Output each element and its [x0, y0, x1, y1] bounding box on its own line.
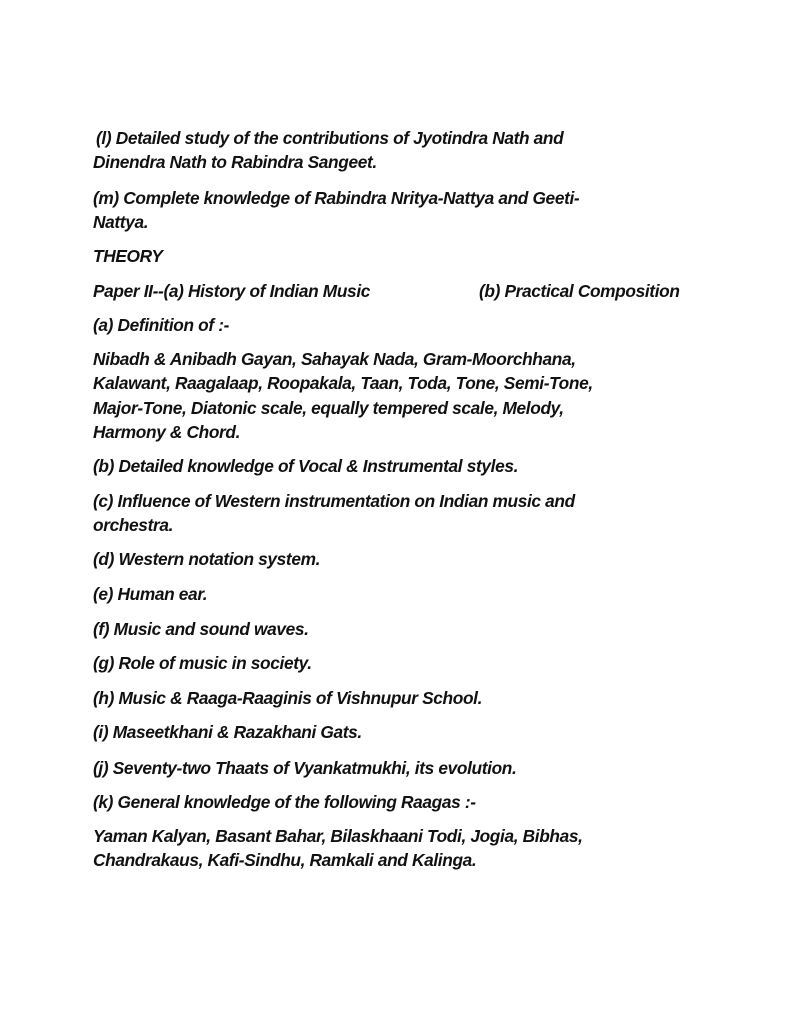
item-e: (e) Human ear.	[93, 584, 208, 604]
item-i: (i) Maseetkhani & Razakhani Gats.	[93, 722, 362, 742]
item-k-heading: (k) General knowledge of the following Raagas :-	[93, 792, 476, 812]
definitions-line: Harmony & Chord.	[93, 422, 241, 442]
item-f: (f) Music and sound waves.	[93, 619, 309, 639]
item-g: (g) Role of music in society.	[93, 653, 312, 673]
section-heading-theory: THEORY	[93, 246, 163, 266]
paper-heading-right: (b) Practical Composition	[479, 281, 680, 301]
item-m-line-2: Nattya.	[93, 212, 149, 232]
item-b: (b) Detailed knowledge of Vocal & Instrumental styles.	[93, 456, 519, 476]
definitions-line: Kalawant, Raagalaap, Roopakala, Taan, Toda, Tone, Semi-Tone,	[93, 373, 593, 393]
item-l-line-1: (l) Detailed study of the contributions of Jyotindra Nath and	[96, 128, 564, 148]
item-c-line-1: (c) Influence of Western instrumentation on Indian music and	[93, 491, 575, 511]
raagas-line: Chandrakaus, Kafi-Sindhu, Ramkali and Kalinga.	[93, 850, 477, 870]
item-d: (d) Western notation system.	[93, 549, 321, 569]
item-j: (j) Seventy-two Thaats of Vyankatmukhi, its evolution.	[93, 758, 517, 778]
paper-heading-left: Paper II--(a) History of Indian Music	[93, 281, 371, 301]
item-c-line-2: orchestra.	[93, 515, 174, 535]
item-m-line-1: (m) Complete knowledge of Rabindra Nritya-Nattya and Geeti-	[93, 188, 580, 208]
item-l-line-2: Dinendra Nath to Rabindra Sangeet.	[93, 152, 377, 172]
definitions-line: Nibadh & Anibadh Gayan, Sahayak Nada, Gram-Moorchhana,	[93, 349, 576, 369]
definitions-line: Major-Tone, Diatonic scale, equally tempered scale, Melody,	[93, 398, 564, 418]
item-h: (h) Music & Raaga-Raaginis of Vishnupur School.	[93, 688, 483, 708]
raagas-line: Yaman Kalyan, Basant Bahar, Bilaskhaani Todi, Jogia, Bibhas,	[93, 826, 583, 846]
definitions-heading: (a) Definition of :-	[93, 315, 230, 335]
